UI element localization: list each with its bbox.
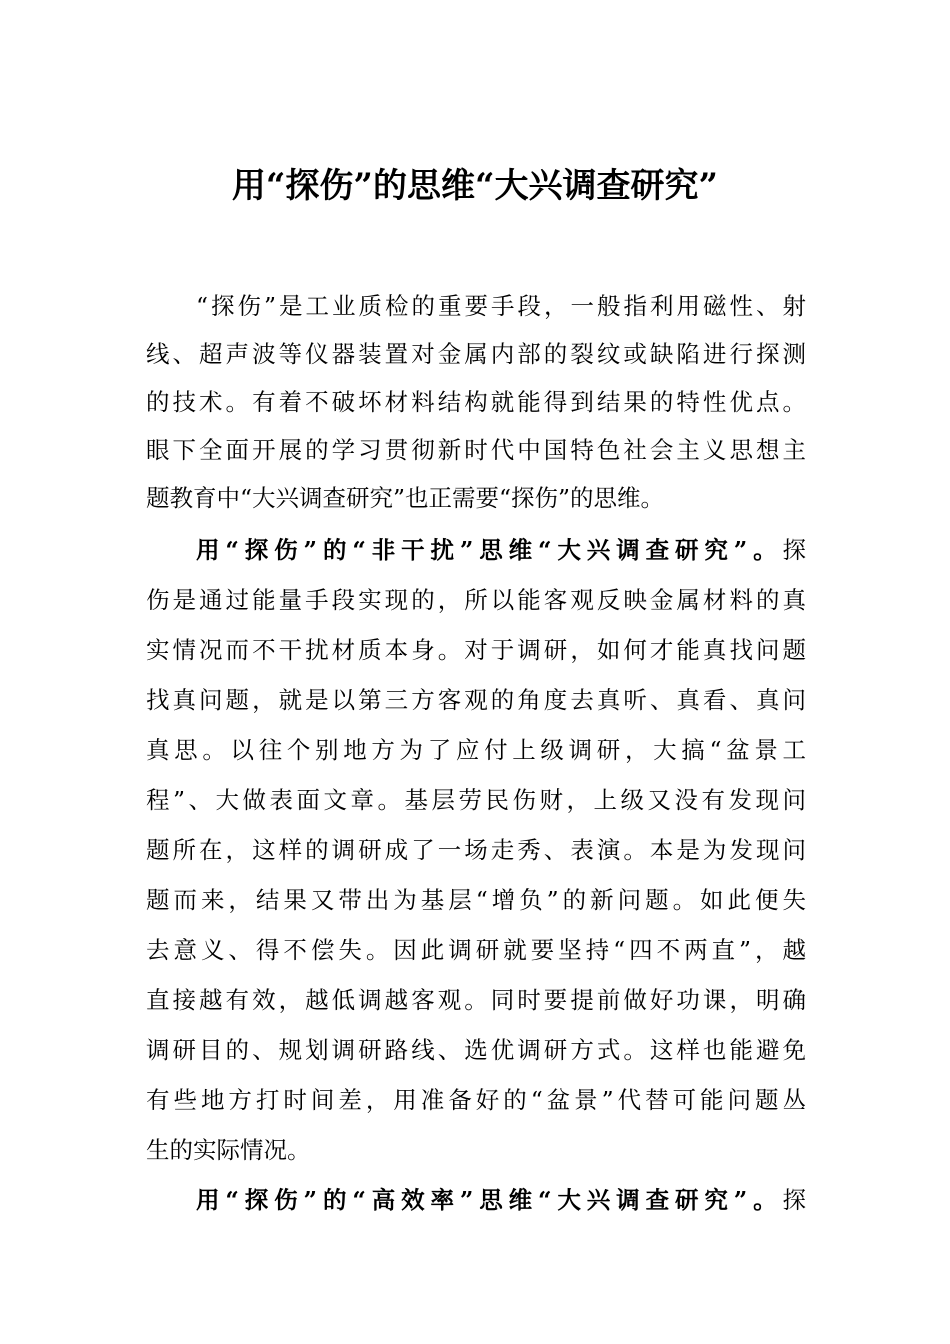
paragraph-2-line-13: 生的实际情况。 [146, 1136, 311, 1164]
paragraph-2-first-line-rest: 探 [782, 536, 806, 564]
paragraph-2-line-8: 题而来，结果又带出为基层“增负”的新问题。如此便失 [146, 886, 806, 914]
document-title: 用“探伤”的思维“大兴调查研究” [231, 166, 719, 206]
paragraph-3-first-line-rest: 探 [782, 1186, 806, 1214]
paragraph-2-line-5: 真思。以往个别地方为了应付上级调研，大搞“盆景工 [146, 736, 806, 764]
paragraph-2-line-3: 实情况而不干扰材质本身。对于调研，如何才能真找问题 [146, 636, 806, 664]
paragraph-2-line-11: 调研目的、规划调研路线、选优调研方式。这样也能避免 [146, 1036, 806, 1064]
paragraph-3-heading: 用“探伤”的“高效率”思维“大兴调查研究”。 [196, 1186, 783, 1214]
paragraph-2-first-line [196, 534, 806, 566]
paragraph-1-line-4: 眼下全面开展的学习贯彻新时代中国特色社会主义思想主 [146, 436, 806, 464]
paragraph-2-heading: 用“探伤”的“非干扰”思维“大兴调查研究”。 [196, 536, 783, 564]
paragraph-2-line-12: 有些地方打时间差，用准备好的“盆景”代替可能问题丛 [146, 1086, 806, 1114]
paragraph-1-line-3: 的技术。有着不破坏材料结构就能得到结果的特性优点。 [146, 388, 806, 416]
paragraph-2-line-9: 去意义、得不偿失。因此调研就要坚持“四不两直”，越 [146, 936, 806, 964]
paragraph-3-first-line [196, 1184, 806, 1216]
paragraph-1-line-1: “探伤”是工业质检的重要手段，一般指利用磁性、射 [196, 292, 806, 320]
paragraph-2-line-10: 直接越有效，越低调越客观。同时要提前做好功课，明确 [146, 986, 806, 1014]
paragraph-2-line-2: 伤是通过能量手段实现的，所以能客观反映金属材料的真 [146, 586, 806, 614]
paragraph-1-line-2: 线、超声波等仪器装置对金属内部的裂纹或缺陷进行探测 [146, 340, 806, 368]
paragraph-1-line-5: 题教育中“大兴调查研究”也正需要“探伤”的思维。 [146, 484, 665, 512]
paragraph-2-line-6: 程”、大做表面文章。基层劳民伤财，上级又没有发现问 [146, 786, 806, 814]
paragraph-2-line-4: 找真问题，就是以第三方客观的角度去真听、真看、真问 [146, 686, 806, 714]
paragraph-2-line-7: 题所在，这样的调研成了一场走秀、表演。本是为发现问 [146, 836, 806, 864]
